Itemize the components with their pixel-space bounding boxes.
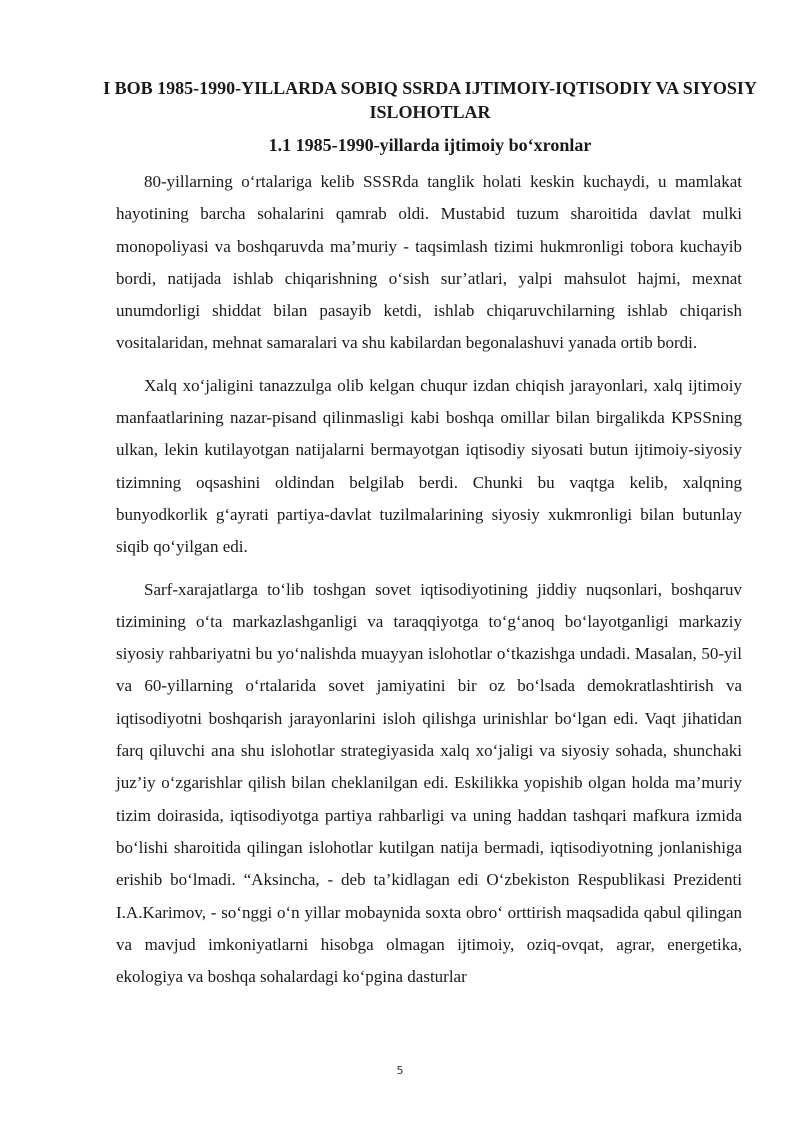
section-title: 1.1 1985-1990-yillarda ijtimoiy bo‘xronlar bbox=[268, 135, 592, 155]
paragraph: 80-yillarning o‘rtalariga kelib SSSRda tanglik holati keskin kuchaydi, u mamlakat hayotining barcha sohalarini qamrab oldi. Mustabid tuzum sharoitida davlat mulki monopoliyasi va boshqaruvda ma’muriy - taqsimlash tizimi hukmronligi tobora kuchayib bordi, natijada ishlab chiqarishning o‘sish sur’atlari, yalpi mahsulot hajmi, mexnat unumdorligi shiddat bilan pasayib ketdi, ishlab chiqaruvchilarning ishlab chiqarish vositalaridan, mehnat samaralari va shu kabilardan begonalashuvi yanada ortib bordi. bbox=[116, 172, 742, 353]
paragraph: Sarf-xarajatlarga to‘lib toshgan sovet iqtisodiyotining jiddiy nuqsonlari, boshqaruv tizimining o‘ta markazlashganligi va taraqqiyotga to‘g‘anoq bo‘layotganligi markaziy siyosiy rahbariyatni bu yo‘nalishda muayyan islohotlar o‘tkazishga undadi. Masalan, 50-yil va 60-yillarning o‘rtalarida sovet jamiyatini bir oz bo‘lsada demokratlashtirish va iqtisodiyotni boshqarish jarayonlarini isloh qilishga urinishlar bo‘lgan edi. Vaqt jihatidan farq qiluvchi ana shu islohotlar strategiyasida xalq xo‘jaligi va siyosiy sohada, shunchaki juz’iy o‘zgarishlar qilish bilan cheklanilgan edi. Eskilikka yopishib olgan holda ma’muriy tizim doirasida, iqtisodiyotga partiya rahbarligi va uning haddan tashqari mafkura izmida bo‘lishi sharoitida qilingan islohotlar kutilgan natija bermadi, iqtisodiyotning jonlanishiga erishib bo‘lmadi. “Aksincha, - deb ta’kidlagan edi O‘zbekiston Respublikasi Prezidenti I.A.Karimov, - so‘nggi o‘n yillar mobaynida soxta obro‘ orttirish maqsadida qabul qilingan va mavjud imkoniyatlarni hisobga olmagan ijtimoiy, oziq-ovqat, agrar, energetika, ekologiya va boshqa sohalardagi ko‘pgina dasturlar bbox=[116, 579, 742, 987]
page-number: 5 bbox=[396, 1064, 404, 1077]
paragraph: Xalq xo‘jaligini tanazzulga olib kelgan chuqur izdan chiqish jarayonlari, xalq ijtimoiy manfaatlarining nazar-pisand qilinmasligi kabi boshqa omillar bilan birgalikda KPSSning ulkan, lekin kutilayotgan natijalarni bermayotgan iqtisodiy siyosati butun ijtimoiy-siyosiy tizimning oqsashini oldindan belgilab berdi. Chunki bu vaqtga kelib, xalqning bunyodkorlik g‘ayrati partiya-davlat tuzilmalarining siyosiy xukmronligi bilan butunlay siqib qo‘yilgan edi. bbox=[116, 375, 742, 557]
chapter-title: I BOB 1985-1990-YILLARDA SOBIQ SSRDA IJTIMOIY-IQTISODIY VA SIYOSIY ISLOHOTLAR bbox=[103, 78, 757, 122]
body-text bbox=[116, 166, 742, 993]
